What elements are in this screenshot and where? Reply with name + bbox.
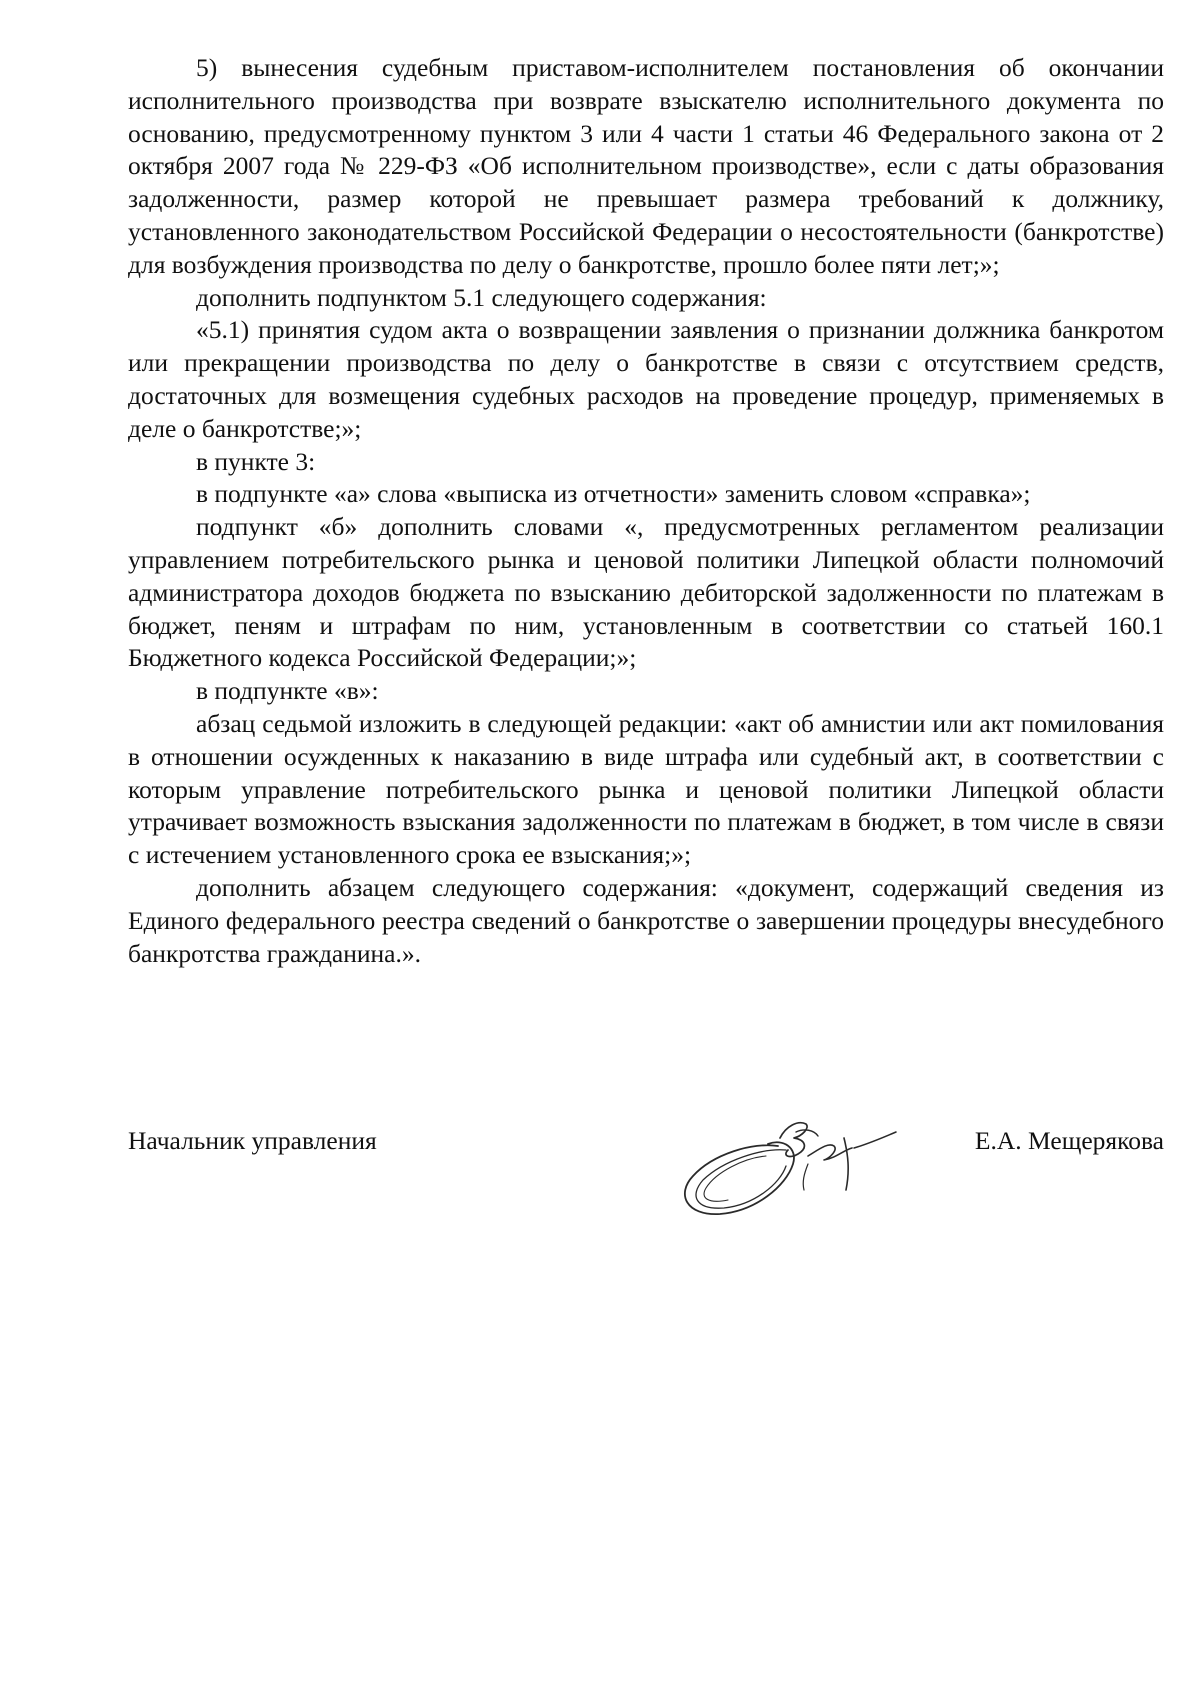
paragraph-item-5: 5) вынесения судебным приставом-исполнителем постановления об окончании исполнительного производства при возврате взыскателю исполнительного документа по основанию, предусмотренному пунктом 3 или 4 части 1 статьи 46 Федерального закона от 2 октября 2007 года № 229-ФЗ «Об исполнительном производстве», если с даты образования задолженности, размер которой не превышает размера требований к должнику, установленного законодательством Российской Федерации о несостоятельности (банкротстве) для возбуждения производства по делу о банкротстве, прошло более пяти лет;»; [128,53,1164,279]
paragraph-seventh-abzac: абзац седьмой изложить в следующей редакции: «акт об амнистии или акт помилования в отношении осужденных к наказанию в виде штрафа или судебный акт, в соответствии с которым управление потребительского рынка и ценовой политики Липецкой области утрачивает возможность взыскания задолженности по платежам в бюджет, в том числе в связи с истечением установленного срока ее взыскания;»; [128,708,1164,870]
signatory-position: Начальник управления [128,1126,377,1155]
document-body [128,52,1164,970]
paragraph-subitem-5-1: «5.1) принятия судом акта о возвращении заявления о признании должника банкротом или прекращении производства по делу о банкротстве в связи с отсутствием средств, достаточных для возмещения судебных расходов на проведение процедур, применяемых в деле о банкротстве;»; [128,315,1164,443]
paragraph-point-3: в пункте 3: [196,446,316,476]
paragraph-subitem-v: в подпункте «в»: [196,676,379,706]
signatory-name: Е.А. Мещерякова [974,1126,1164,1155]
handwritten-signature [658,1098,918,1230]
paragraph-add-abzac: дополнить абзацем следующего содержания: «документ, содержащий сведения из Единого федерального реестра сведений о банкротстве о завершении процедуры внесудебного банкротства гражданина.». [128,872,1164,968]
signature-block [128,1100,1164,1240]
paragraph-add-subitem: дополнить подпунктом 5.1 следующего содержания: [196,282,767,312]
paragraph-subitem-a: в подпункте «а» слова «выписка из отчетности» заменить словом «справка»; [196,479,1031,509]
paragraph-subitem-b: подпункт «б» дополнить словами «, предусмотренных регламентом реализации управлением потребительского рынка и ценовой политики Липецкой области полномочий администратора доходов бюджета по взысканию дебиторской задолженности по платежам в бюджет, пеням и штрафам по ним, установленным в соответствии со статьей 160.1 Бюджетного кодекса Российской Федерации;»; [128,512,1164,673]
